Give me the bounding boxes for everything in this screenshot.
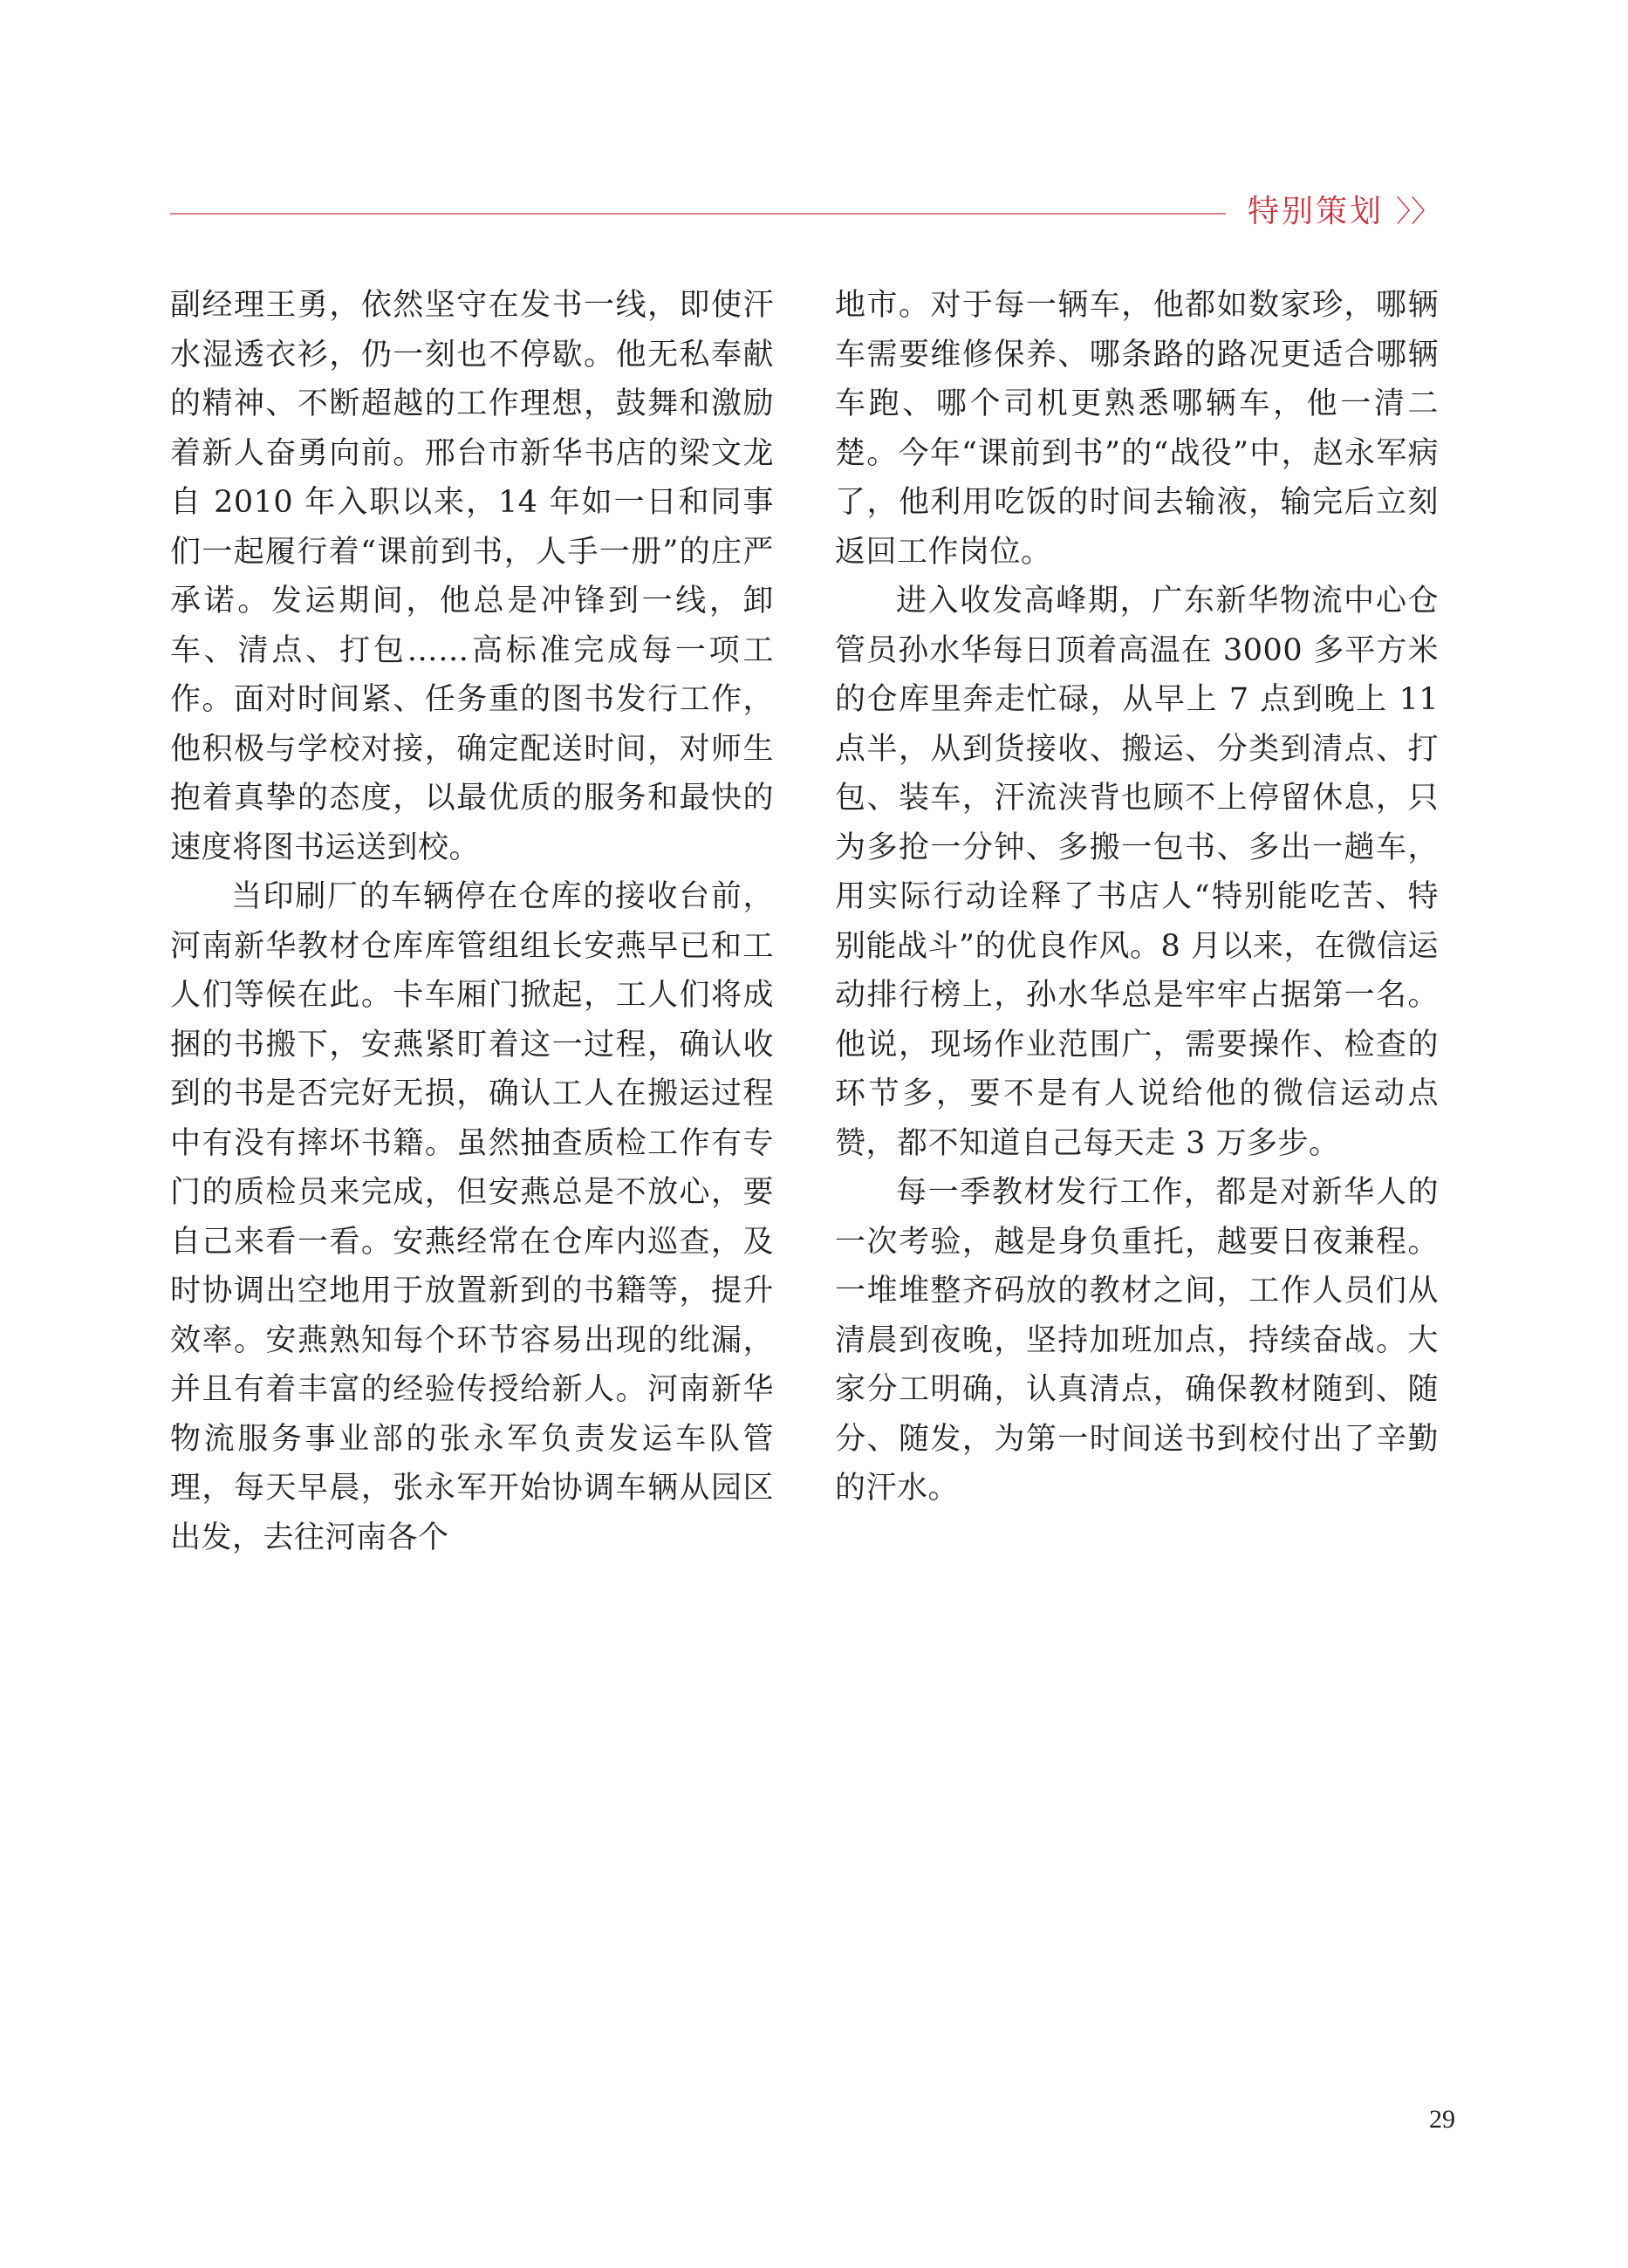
paragraph-continued: 地市。对于每一辆车，他都如数家珍，哪辆车需要维修保养、哪条路的路况更适合哪辆车跑、哪个司机更熟悉哪辆车，他一清二楚。今年“课前到书”的“战役”中，赵永军病了，他利用吃饭的时间去输液，输完后立刻返回工作岗位。	[835, 288, 1439, 570]
page-number: 29	[1429, 2105, 1455, 2134]
header-divider-line	[170, 213, 1226, 215]
article-column-left	[170, 281, 774, 1562]
paragraph: 进入收发高峰期，广东新华物流中心仓管员孙水华每日顶着高温在 3000 多平方米的仓库里奔走忙碌，从早上 7 点到晚上 11 点半，从到货接收、搬运、分类到清点、打包、装车，汗流浃背也顾不上停留休息，只为多抢一分钟、多搬一包书、多出一趟车，用实际行动诠释了书店人“特别能吃苦、特别能战斗”的优良作风。8 月以来，在微信运动排行榜上，孙水华总是牢牢占据第一名。他说，现场作业范围广，需要操作、检查的环节多，要不是有人说给他的微信运动点赞，都不知道自己每天走 3 万多步。	[835, 584, 1439, 1161]
section-label	[1248, 188, 1440, 236]
section-title: 特别策划	[1248, 194, 1385, 229]
article-column-right	[835, 281, 1439, 1513]
chevron-right-icon: 〉〉	[1396, 195, 1441, 229]
paragraph: 每一季教材发行工作，都是对新华人的一次考验，越是身负重托，越要日夜兼程。一堆堆整齐码放的教材之间，工作人员们从清晨到夜晚，坚持加班加点，持续奋战。大家分工明确，认真清点，确保教材随到、随分、随发，为第一时间送书到校付出了辛勤的汗水。	[835, 1175, 1439, 1506]
paragraph-continued: 副经理王勇，依然坚守在发书一线，即使汗水湿透衣衫，仍一刻也不停歇。他无私奉献的精神、不断超越的工作理想，鼓舞和激励着新人奋勇向前。邢台市新华书店的梁文龙自 2010 年入职以来，14 年如一日和同事们一起履行着“课前到书，人手一册”的庄严承诺。发运期间，他总是冲锋到一线，卸车、清点、打包……高标准完成每一项工作。面对时间紧、任务重的图书发行工作，他积极与学校对接，确定配送时间，对师生抱着真挚的态度，以最优质的服务和最快的速度将图书运送到校。	[170, 288, 774, 865]
paragraph: 当印刷厂的车辆停在仓库的接收台前，河南新华教材仓库库管组组长安燕早已和工人们等候在此。卡车厢门掀起，工人们将成捆的书搬下，安燕紧盯着这一过程，确认收到的书是否完好无损，确认工人在搬运过程中有没有摔坏书籍。虽然抽查质检工作有专门的质检员来完成，但安燕总是不放心，要自己来看一看。安燕经常在仓库内巡查，及时协调出空地用于放置新到的书籍等，提升效率。安燕熟知每个环节容易出现的纰漏，并且有着丰富的经验传授给新人。河南新华物流服务事业部的张永军负责发运车队管理，每天早晨，张永军开始协调车辆从园区出发，去往河南各个	[170, 879, 774, 1555]
